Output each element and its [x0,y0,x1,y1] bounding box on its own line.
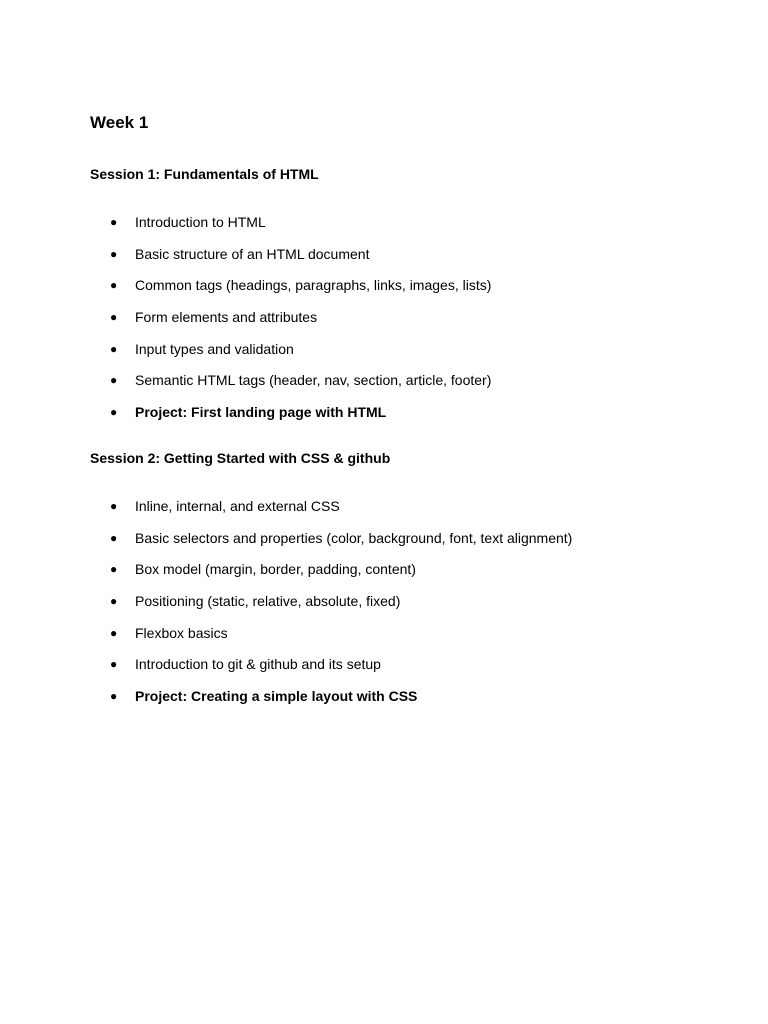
topic-text: Semantic HTML tags (header, nav, section, article, footer) [135,372,492,389]
week-title: Week 1 [90,113,149,132]
topic-text: Box model (margin, border, padding, content) [135,561,416,578]
project-text: Project: Creating a simple layout with CSS [135,688,418,705]
bullet-icon: ● [110,594,118,609]
topic-text: Flexbox basics [135,624,228,641]
topic-text: Inline, internal, and external CSS [135,498,340,514]
bullet-icon: ● [110,657,118,672]
topic-text: Input types and validation [135,340,294,357]
bullet-icon: ● [110,499,118,513]
bullet-icon: ● [110,689,118,704]
project-text: Project: First landing page with HTML [135,404,387,421]
bullet-icon: ● [110,215,118,229]
bullet-icon: ● [110,310,118,325]
topic-text: Basic structure of an HTML document [135,245,370,262]
bullet-icon: ● [110,562,118,577]
bullet-icon: ● [110,246,118,261]
bullet-icon: ● [110,625,118,640]
bullet-icon: ● [110,373,118,388]
session-1-heading: Session 1: Fundamentals of HTML [90,166,319,182]
session-2-heading: Session 2: Getting Started with CSS & github [90,450,391,466]
topic-text: Basic selectors and properties (color, background, font, text alignment) [135,529,573,546]
topic-text: Form elements and attributes [135,309,318,326]
bullet-icon: ● [110,405,118,420]
bullet-icon: ● [110,341,118,356]
topic-text: Introduction to HTML [135,214,266,230]
bullet-icon: ● [110,530,118,545]
topic-text: Common tags (headings, paragraphs, links, images, lists) [135,277,492,294]
topic-text: Positioning (static, relative, absolute, fixed) [135,593,401,610]
topic-text: Introduction to git & github and its setup [135,656,381,673]
bullet-icon: ● [110,278,118,293]
